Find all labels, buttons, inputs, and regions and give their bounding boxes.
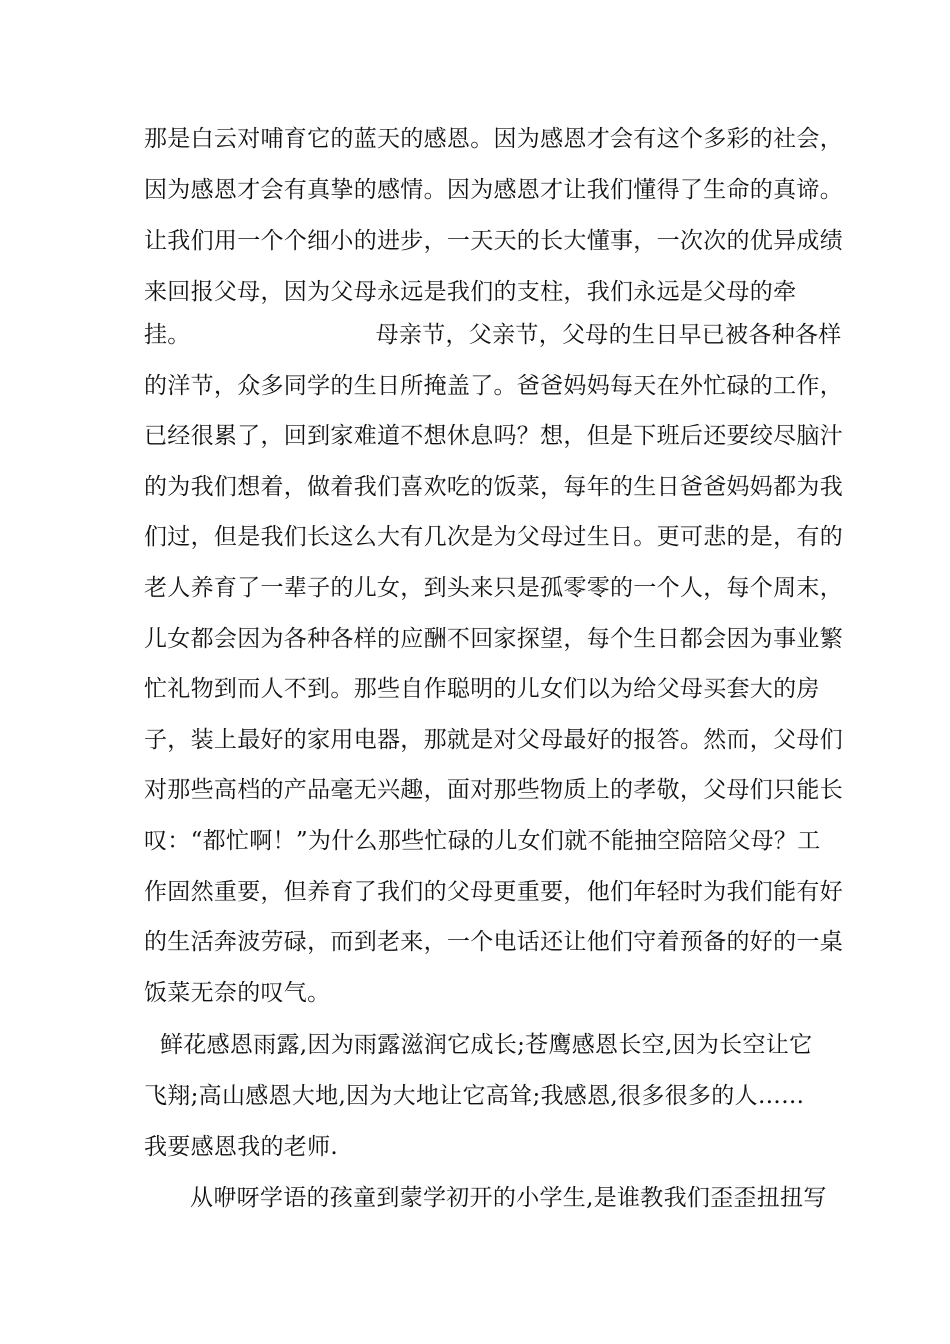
text-line: 鲜花感恩雨露,因为雨露滋润它成长;苍鹰感恩长空,因为长空让它 xyxy=(160,1032,813,1058)
text-line: 因为感恩才会有真挚的感情。因为感恩才让我们懂得了生命的真谛。 xyxy=(144,177,843,203)
text-line: 作固然重要，但养育了我们的父母更重要，他们年轻时为我们能有好 xyxy=(144,879,843,905)
text-line: 我要感恩我的老师. xyxy=(144,1134,339,1160)
text-fragment: 母亲节，父亲节，父母的生日早已被各种各样 xyxy=(375,322,842,348)
text-line: 的生活奔波劳碌，而到老来，一个电话还让他们守着预备的好的一桌 xyxy=(144,929,843,955)
text-line: 的为我们想着，做着我们喜欢吃的饭菜，每年的生日爸爸妈妈都为我 xyxy=(144,474,843,500)
text-line: 叹：“都忙啊！”为什么那些忙碌的儿女们就不能抽空陪陪父母？工 xyxy=(144,828,821,854)
text-line-combined xyxy=(144,320,842,350)
text-line: 那是白云对哺育它的蓝天的感恩。因为感恩才会有这个多彩的社会， xyxy=(144,126,843,152)
text-line: 已经很累了，回到家难道不想休息吗？想，但是下班后还要绞尽脑汁 xyxy=(144,423,843,449)
text-fragment: 挂。 xyxy=(144,322,191,348)
text-line: 来回报父母，因为父母永远是我们的支柱，我们永远是父母的牵 xyxy=(144,279,797,305)
text-line: 们过，但是我们长这么大有几次是为父母过生日。更可悲的是，有的 xyxy=(144,524,843,550)
text-line: 让我们用一个个细小的进步，一天天的长大懂事，一次次的优异成绩 xyxy=(144,228,843,254)
text-line: 从咿呀学语的孩童到蒙学初开的小学生,是谁教我们歪歪扭扭写 xyxy=(190,1185,827,1211)
text-line: 忙礼物到而人不到。那些自作聪明的儿女们以为给父母买套大的房 xyxy=(144,676,820,702)
text-line: 对那些高档的产品毫无兴趣，面对那些物质上的孝敬，父母们只能长 xyxy=(144,777,843,803)
text-line: 儿女都会因为各种各样的应酬不回家探望，每个生日都会因为事业繁 xyxy=(144,626,843,652)
text-line: 老人养育了一辈子的儿女，到头来只是孤零零的一个人，每个周末， xyxy=(144,575,843,601)
text-line: 子，装上最好的家用电器，那就是对父母最好的报答。然而，父母们 xyxy=(144,727,843,753)
text-line: 的洋节，众多同学的生日所掩盖了。爸爸妈妈每天在外忙碌的工作， xyxy=(144,373,843,399)
text-line: 饭菜无奈的叹气。 xyxy=(144,980,331,1006)
text-line: 飞翔;高山感恩大地,因为大地让它高耸;我感恩,很多很多的人…… xyxy=(144,1083,805,1109)
